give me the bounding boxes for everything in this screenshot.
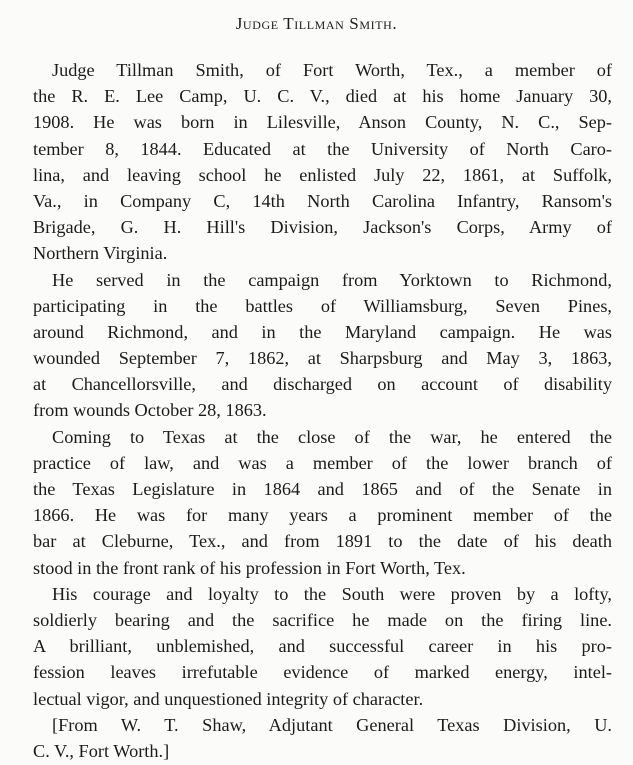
paragraph xyxy=(0,581,633,712)
text-line: the Texas Legislature in 1864 and 1865 and of the Senate in xyxy=(33,479,612,499)
text-line: Va., in Company C, 14th North Carolina Infantry, Ransom's xyxy=(33,190,612,211)
text-line: the R. E. Lee Camp, U. C. V., died at his home January 30, xyxy=(33,86,612,107)
paragraph xyxy=(0,57,633,267)
text-line: Judge Tillman Smith, of Fort Worth, Tex., a member of xyxy=(52,60,612,80)
article-body xyxy=(0,57,633,764)
text-line: participating in the battles of Williamsburg, Seven Pines, xyxy=(33,295,612,316)
text-line: practice of law, and was a member of the lower branch of xyxy=(33,452,612,473)
text-line: at Chancellorsville, and discharged on account of disability xyxy=(33,374,612,395)
text-line: Brigade, G. H. Hill's Division, Jackson's Corps, Army of xyxy=(33,217,612,238)
text-line: tember 8, 1844. Educated at the University of North Caro- xyxy=(33,138,612,159)
paragraph xyxy=(0,424,633,581)
text-line: 1908. He was born in Lilesville, Anson County, N. C., Sep- xyxy=(33,112,612,133)
text-line: C. V., Fort Worth.] xyxy=(33,740,170,761)
text-line: He served in the campaign from Yorktown to Richmond, xyxy=(52,269,612,290)
article-title: Judge Tillman Smith. xyxy=(235,14,398,33)
text-line: wounded September 7, 1862, at Sharpsburg and May 3, 1863, xyxy=(33,348,612,369)
text-line: Northern Virginia. xyxy=(33,243,168,264)
text-line: lina, and leaving school he enlisted July 22, 1861, at Suffolk, xyxy=(33,164,612,185)
text-line: bar at Cleburne, Tex., and from 1891 to the date of his death xyxy=(33,531,612,552)
text-line: lectual vigor, and unquestioned integrity of character. xyxy=(33,688,424,709)
text-line: A brilliant, unblemished, and successful career in his pro- xyxy=(33,636,612,657)
text-line: His courage and loyalty to the South were proven by a lofty, xyxy=(52,583,612,604)
text-line: Coming to Texas at the close of the war, he entered the xyxy=(52,426,612,447)
text-line: [From W. T. Shaw, Adjutant General Texas Division, U. xyxy=(52,714,612,735)
paragraph xyxy=(0,712,633,764)
text-line: 1866. He was for many years a prominent member of the xyxy=(33,505,612,526)
text-line: soldierly bearing and the sacrifice he made on the firing line. xyxy=(33,609,612,630)
text-line: stood in the front rank of his profession in Fort Worth, Tex. xyxy=(33,557,466,578)
text-line: fession leaves irrefutable evidence of marked energy, intel- xyxy=(33,662,612,683)
paragraph xyxy=(0,267,633,424)
text-line: from wounds October 28, 1863. xyxy=(33,400,267,421)
text-line: around Richmond, and in the Maryland campaign. He was xyxy=(33,321,612,342)
